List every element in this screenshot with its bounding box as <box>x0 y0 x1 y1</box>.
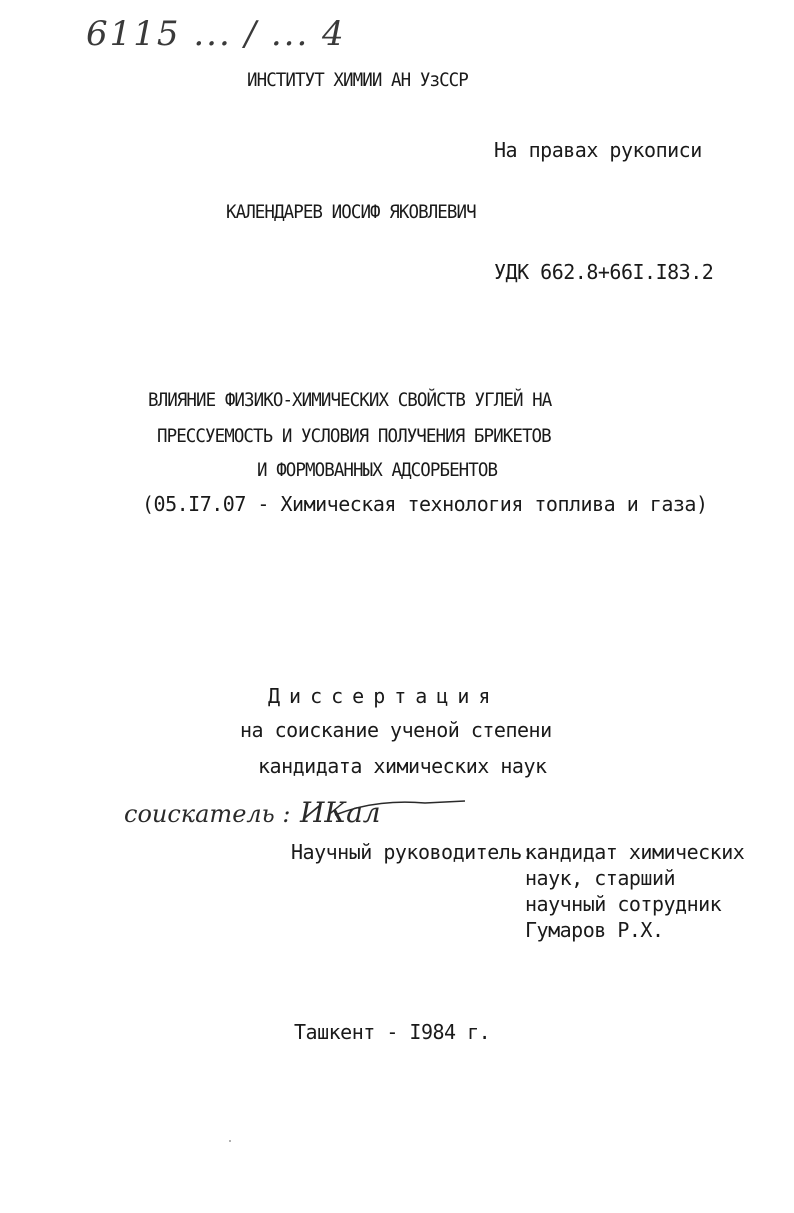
signature-stroke <box>330 795 470 825</box>
manuscript-rights: На правах рукописи <box>494 138 702 162</box>
supervisor-line-2: наук, старший <box>525 866 676 890</box>
author-name: КАЛЕНДАРЕВ ИОСИФ ЯКОВЛЕВИЧ <box>226 201 476 223</box>
title-line-2: ПРЕССУЕМОСТЬ И УСЛОВИЯ ПОЛУЧЕНИЯ БРИКЕТОВ <box>157 425 551 447</box>
dissertation-line-3: кандидата химических наук <box>258 754 547 778</box>
place-year: Ташкент - I984 г. <box>294 1020 491 1044</box>
udc-code: УДК 662.8+66I.I83.2 <box>494 260 714 284</box>
handwritten-archive-number: 6115 ... / ... 4 <box>86 14 346 54</box>
supervisor-line-1: кандидат химических <box>525 840 745 864</box>
title-line-1: ВЛИЯНИЕ ФИЗИКО-ХИМИЧЕСКИХ СВОЙСТВ УГЛЕЙ НА <box>148 389 552 411</box>
institute-name: ИНСТИТУТ ХИМИИ АН УзССР <box>247 69 468 91</box>
title-line-3: И ФОРМОВАННЫХ АДСОРБЕНТОВ <box>257 459 498 481</box>
scan-speck <box>229 1140 231 1142</box>
dissertation-line-2: на соискание ученой степени <box>240 718 552 742</box>
supervisor-line-3: научный сотрудник <box>525 892 722 916</box>
applicant-signature: ИКал <box>300 796 381 829</box>
applicant-label: соискатель : <box>124 800 291 828</box>
specialty-code: (05.I7.07 - Химическая технология топлива и газа) <box>142 492 708 516</box>
supervisor-label: Научный руководитель: <box>291 840 534 864</box>
supervisor-line-4: Гумаров Р.Х. <box>525 918 664 942</box>
dissertation-heading: Диссертация <box>268 684 500 708</box>
